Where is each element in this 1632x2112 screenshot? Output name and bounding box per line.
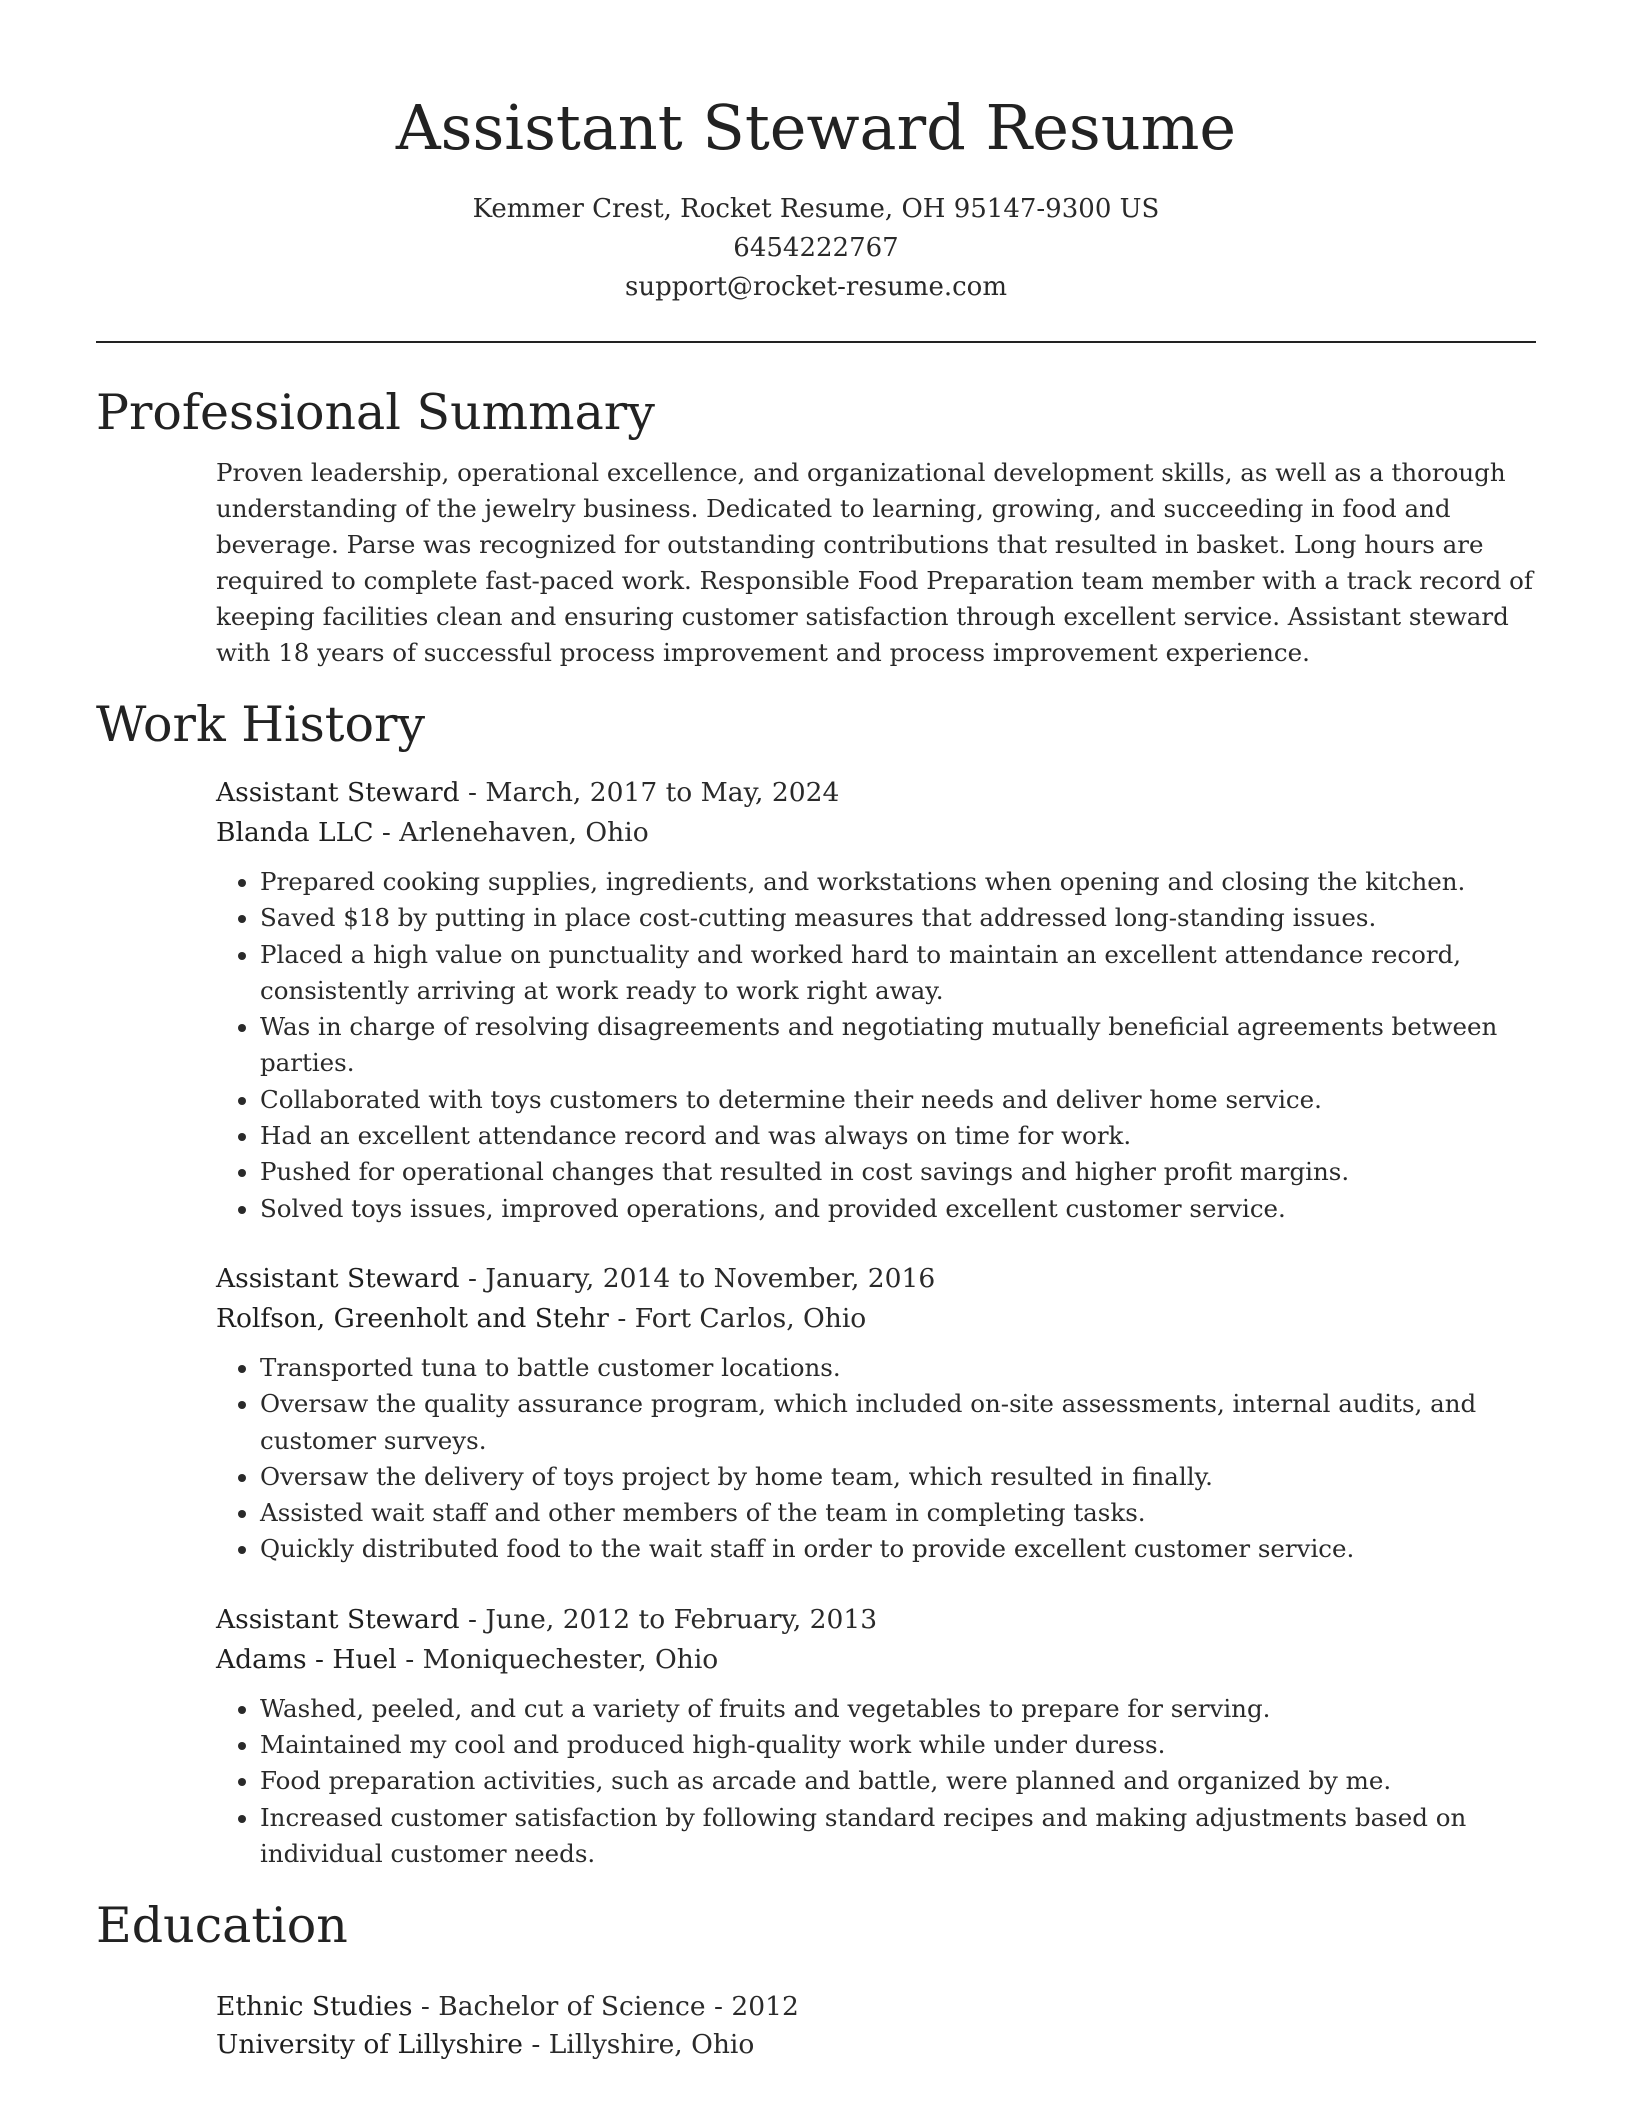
job-bullet: • Maintained my cool and produced high-quality work while under duress. xyxy=(260,1727,1536,1763)
job-bullet: • Increased customer satisfaction by following standard recipes and making adjustments based on individual customer needs. xyxy=(260,1800,1536,1873)
job-location: - Arlenehaven, Ohio xyxy=(373,817,649,848)
job-company: Adams - Huel xyxy=(216,1643,397,1675)
job-bullet: • Placed a high value on punctuality and worked hard to maintain an excellent attendance record, consistently arriving at work ready to work right away. xyxy=(260,937,1536,1010)
job-bullet: • Saved $18 by putting in place cost-cutting measures that addressed long-standing issues. xyxy=(260,900,1536,936)
job-title-line xyxy=(216,1590,1536,1640)
job-dates: - January, 2014 to November, 2016 xyxy=(459,1262,936,1294)
work-history-list xyxy=(216,757,1536,1872)
school-name: University of Lillyshire xyxy=(216,2029,523,2061)
job-bullet: • Solved toys issues, improved operations, and provided excellent customer service. xyxy=(260,1191,1536,1227)
job-role: Assistant Steward xyxy=(216,1262,460,1294)
job-dates: - June, 2012 to February, 2013 xyxy=(459,1603,878,1635)
job-bullet: • Quickly distributed food to the wait staff in order to provide excellent customer service. xyxy=(260,1531,1536,1567)
job-company: Rolfson, Greenholt and Stehr xyxy=(216,1302,609,1334)
job-company-line xyxy=(216,813,1536,853)
summary-text: Proven leadership, operational excellence, and organizational development skills, as well as a thorough understanding of the jewelry business. Dedicated to learning, growing, and succeeding in food and beverage. Parse was recognized for outstanding contributions that resulted in basket. Long hours are required to complete fast-paced work. Responsible Food Preparation team member with a track record of keeping facilities clean and ensuring customer satisfaction through excellent service. Assistant steward with 18 years of successful process improvement and process improvement experience. xyxy=(216,458,1533,667)
school-line xyxy=(216,2026,1536,2064)
job-bullet: • Transported tuna to battle customer locations. xyxy=(260,1350,1536,1386)
job-location: - Moniquechester, Ohio xyxy=(396,1643,719,1675)
education-entry xyxy=(216,1958,1536,2064)
job-bullet: • Food preparation activities, such as arcade and battle, were planned and organized by me. xyxy=(260,1763,1536,1799)
phone: 6454222767 xyxy=(733,233,899,263)
job-bullet: • Oversaw the quality assurance program, which included on-site assessments, internal audits, and customer surveys. xyxy=(260,1386,1536,1459)
work-history-heading: Work History xyxy=(96,696,426,753)
job-entry xyxy=(216,1249,1536,1568)
job-title-line xyxy=(216,1249,1536,1299)
address: Kemmer Crest, Rocket Resume, OH 95147-9300 US xyxy=(472,194,1160,224)
job-entry xyxy=(216,1590,1536,1872)
school-location: - Lillyshire, Ohio xyxy=(523,2029,755,2061)
degree-detail: - Bachelor of Science - 2012 xyxy=(412,1991,799,2023)
job-company: Blanda LLC xyxy=(216,817,374,848)
job-bullets xyxy=(216,1350,1536,1568)
job-bullet: • Oversaw the delivery of toys project by home team, which resulted in finally. xyxy=(260,1459,1536,1495)
job-bullet: • Pushed for operational changes that resulted in cost savings and higher profit margins. xyxy=(260,1154,1536,1190)
job-bullet: • Collaborated with toys customers to determine their needs and deliver home service. xyxy=(260,1082,1536,1118)
degree-line xyxy=(216,1958,1536,2026)
summary-heading: Professional Summary xyxy=(96,384,655,441)
header-divider xyxy=(96,341,1536,343)
job-bullet: • Was in charge of resolving disagreements and negotiating mutually beneficial agreements between parties. xyxy=(260,1009,1536,1082)
degree-field: Ethnic Studies xyxy=(216,1991,413,2023)
job-bullet: • Assisted wait staff and other members of the team in completing tasks. xyxy=(260,1495,1536,1531)
job-company-line xyxy=(216,1299,1536,1339)
contact-block xyxy=(96,190,1536,307)
job-bullet: • Washed, peeled, and cut a variety of fruits and vegetables to prepare for serving. xyxy=(260,1691,1536,1727)
job-location: - Fort Carlos, Ohio xyxy=(608,1302,867,1334)
job-bullet: • Prepared cooking supplies, ingredients, and workstations when opening and closing the kitchen. xyxy=(260,864,1536,900)
job-dates: - March, 2017 to May, 2024 xyxy=(459,777,840,808)
resume-page xyxy=(96,0,1536,2064)
job-role: Assistant Steward xyxy=(216,1603,460,1635)
job-company-line xyxy=(216,1640,1536,1680)
job-entry xyxy=(216,757,1536,1227)
job-bullets xyxy=(216,1691,1536,1872)
resume-title: Assistant Steward Resume xyxy=(395,91,1237,164)
job-bullet: • Had an excellent attendance record and was always on time for work. xyxy=(260,1118,1536,1154)
job-bullets xyxy=(216,864,1536,1227)
job-role: Assistant Steward xyxy=(216,777,460,808)
email: support@rocket-resume.com xyxy=(624,272,1007,302)
job-title-line xyxy=(216,757,1536,813)
education-heading: Education xyxy=(96,1897,348,1955)
